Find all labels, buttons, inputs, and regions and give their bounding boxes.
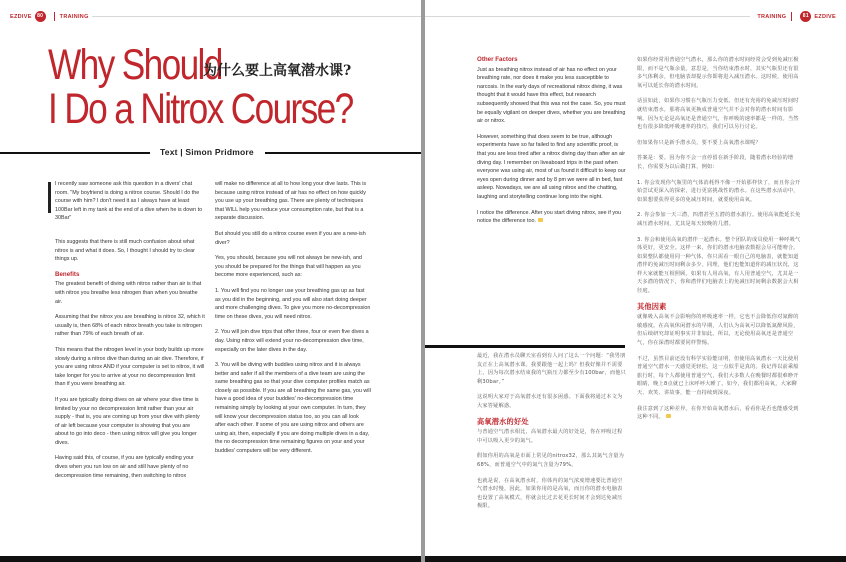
paragraph: 话虽如此，如果你习惯在气瓶压力变低、但还有充裕的免减压时间时就结束潜水，那将高氧更换成普通空气并不会对你的潜水时间有影响。因为无论是高氧还是普通空气，你呼吸的速率都是一样的。当然也有很多降低呼吸速率的技巧，我们可以另行讨论。 (637, 98, 799, 131)
left-header (10, 11, 89, 22)
paragraph: If you are typically doing dives on air where your dive time is limited by your no decompression limit rather than your air supply - that is, you are coming up from your dive with plenty of air left because your computer is showing that you are about to go into deco - then using nitrox will give you longer dives. (55, 396, 200, 446)
paragraph: But should you still do a nitrox course even if you are a new-ish diver? (215, 230, 366, 246)
right-bottom-bar (425, 556, 846, 562)
paragraph: 这说明大家对于高氧潜水还有很多困惑。下面我将通过本文为大家答疑解惑。 (477, 394, 623, 409)
paragraph: Having said this, of course, if you are typically ending your dives when you run low on air and still have plenty of no decompression time remaining, then switching to nitrox (55, 455, 194, 479)
section-heading-benefits: Benefits (55, 270, 80, 278)
left-bottom-bar (0, 556, 421, 562)
page-number-badge: 81 (800, 11, 811, 22)
brand-label: EZDIVE (10, 13, 32, 20)
paragraph: 答案是：要。因为你不会一直停留在新手阶段，随着潜水经验的增长，你需要为以后做打算，例如： (637, 155, 794, 170)
right-column-2-chinese (637, 56, 803, 429)
byline-text: Text | Simon Pridmore (160, 147, 254, 157)
list-item: 3. 你会和使用高氧的潜伴一起潜水。整个团队的成员使用一种呼吸气体更好，更安全。这样一来，你们的潜水电脑表数据会尽可能吻合。如果整队都使用同一种气体，你只需看一眼自己的电脑表，就能知道潜伴的免减压时间剩余多少。同理，他们也能知道你的减压状况，这样大家就能互相照顾。如果有人用高氧，有人用普通空气，尤其是一天多潜的情况下，你和潜伴们电脑表上的免减压时间剩余数据会大相径庭。 (637, 236, 801, 295)
paragraph-text: 我注意到了这种差异。在你开始高氧潜水后，看看你是否也能感受到这种不同。 (637, 405, 799, 421)
paragraph: 不过，虽然目前还没有科学实验能证明，但使用高氧潜水一天比使用普通空气潜水一天感觉更轻松，这一点似乎是真的。我记得以前乘船旅行时，每个人都使用普通空气，我们大多数人在晚餐时都很难睁开眼睛，晚上8点就已上床呼呼大睡了。如今，我们都用高氧，大家聊天、欢笑、讲故事，能一直持续到深夜。 (637, 355, 799, 396)
section-heading-other-factors-cn: 其他因素 (637, 301, 667, 311)
paragraph: 最近，我在潜水员聊天室看到有人问了这么一个问题：“我男朋友正在上高氧潜水课。我要跟他一起上吗？但我好像并不需要上，因为每次潜水结束我的气瓶压力都至少有100bar，而他只剩30bar。” (477, 353, 627, 385)
title-line-2: I Do a Nitrox Course? (48, 85, 353, 133)
left-column-1 (55, 238, 205, 487)
list-item: 2. You will join dive trips that offer three, four or even five dives a day. Using nitrox will extend your no-decompression dive time, especially on the later dives in the day. (215, 329, 369, 353)
page-number-badge: 80 (35, 11, 46, 22)
quote-bar (48, 182, 51, 213)
right-header (757, 11, 836, 22)
paragraph: This means that the nitrogen level in your body builds up more slowly during a nitrox dive than during an air dive. Therefore, if you are using nitrox AND if your computer is set to nitrox, it will take longer for you to arrive at your no decompression limit than if you were breathing air. (55, 346, 205, 388)
section-heading-other-factors: Other Factors (477, 56, 518, 63)
paragraph-text: I notice the difference. After you start diving nitrox, see if you notice the difference too. (477, 209, 622, 225)
byline-rule-left (0, 152, 150, 154)
brand-label: EZDIVE (814, 13, 836, 20)
section-label: TRAINING (757, 13, 787, 20)
list-item: 3. You will be diving with buddies using nitrox and it is always better and safer if all the members of a dive team are using the same breathing gas so that your dive computer profiles match as closely as possible. If you are all breathing the same gas, you will have a good idea of your buddies' no-decompression time remaining simply by looking at your own computer. In turn, they will know your decompression status too, so you can all look after each other. If some of you are using nitrox and others are using air, then, especially if you are doing multiple dives in a day, the no decompression time remaining figures on your and your buddies' computers will be very different. (215, 362, 371, 455)
paragraph: However, something that does seem to be true, although experiments have so far failed to find any scientific proof, is that you are less tired after a nitrox diving day than after an air diving day. I remember on liveaboard trips in the past when everyone was using air, most of us found it difficult to keep our eyes open during dinner and by 8 pm we were all in bed, fast asleep. Nowadays, we are all using nitrox and the chatting, laughing and storytelling continue long into the night. (477, 133, 626, 200)
byline-row (0, 148, 421, 158)
paragraph: 与普通空气潜水相比，高氧潜水最大的好处是，你在呼吸过程中可以吸入更少的氮气。 (477, 429, 623, 444)
section-label: TRAINING (59, 13, 89, 20)
list-item: 2. 你会参加一天三潜，四潜甚至五潜的潜水旅行。使用高氧能延长免减压潜水时间，尤其是每天较晚的几潜。 (637, 212, 801, 227)
paragraph (477, 209, 627, 226)
header-divider (54, 12, 55, 21)
paragraph: 但如果你只是新手潜水员，要不要上高氧潜水课呢？ (637, 139, 761, 146)
right-page (425, 0, 846, 562)
highlight-mark-icon (538, 218, 543, 222)
left-page (0, 0, 421, 562)
header-rule (92, 16, 421, 17)
right-column-1 (477, 56, 627, 233)
header-rule (425, 16, 750, 17)
title-line-1: Why Should (48, 41, 222, 89)
column-separator-bar (425, 345, 625, 348)
section-heading-benefits-cn: 高氧潜水的好处 (477, 416, 529, 426)
header-divider (791, 12, 792, 21)
left-column-2 (215, 180, 371, 463)
paragraph (637, 405, 803, 422)
paragraph: 假如你用的高氧是市面上常见的nitrox32，那么其氮气含量为68%，而普通空气中的氮气含量为79%。 (477, 453, 624, 468)
paragraph: 如果你经常用普通空气潜水，那么你的潜水时间经常会受到免减压极限，而不是气瓶余量。意思是，当你结束潜水时，其实气瓶里还有很多气体剩余，但电脑表却提示你即将进入减压潜水。这时候，使用高氧可以延长你的潜水时间。 (637, 57, 799, 89)
highlight-mark-icon (666, 414, 671, 418)
list-item: 1. 你会发现你气瓶里的气体消耗得不像一开始那样快了，而且你会开始尝试更深入的探索，进行更富挑战性的潜水。在这些潜水活动中，如果想要获得更多的免减压时间，就要使用高氧。 (637, 179, 801, 203)
paragraph: will make no difference at all to how long your dive lasts. This is because using nitrox instead of air has no effect on how quickly you use up your breathing gas. There are plenty of techniques that WILL help you reduce your consumption rate, but that is a separate discussion. (215, 181, 367, 222)
paragraph: This suggests that there is still much confusion about what nitrox is and what it does. So, I thought I should try to clear things up. (55, 239, 195, 263)
paragraph: Just as breathing nitrox instead of air has no effect on your breathing rate, nor does it make you less susceptible to narcosis. In the early days of recreational nitrox diving, it was thought that it would have this effect, but research subsequently showed that this was not the case. So, you must be equally vigilant on deeper dives, whether you are breathing air or nitrox. (477, 66, 626, 125)
paragraph: The greatest benefit of diving with nitrox rather than air is that with nitrox you breathe less nitrogen than when you breathe air. (55, 281, 202, 305)
right-column-1-chinese (477, 352, 627, 518)
chinese-title: 为什么要上高氧潜水课? (203, 63, 352, 79)
paragraph: 就像吸入高氧不会影响你的呼吸速率一样，它也不会降低你对氮醉的敏感度。在高氧休闲潜水的早期，人们认为高氧可以降低氮醉风险，但后续研究却证明事实并非如此。所以，无论使用高氧还是普通空气，你在深潜时都要同样警惕。 (637, 314, 799, 347)
paragraph: Assuming that the nitrox you are breathing is nitrox 32, which it usually is, then 68% of each nitrox breath you take is nitrogen rather than 79% of each breath of air. (55, 314, 205, 338)
paragraph: Yes, you should, because you will not always be new-ish, and you should be prepared for the things that will happen as you become more experienced, such as: (215, 255, 362, 279)
byline-rule-right (265, 152, 421, 154)
intro-paragraph: I recently saw someone ask this question in a divers' chat room. "My boyfriend is doing a nitrox course. Should I do the course with him? I don't need it as I always have at least 100Bar left in my tank at the end of a dive when he is down to 30Bar" (55, 181, 203, 222)
paragraph: 也就是说，在高氧潜水时，你体内的氮气浓度增速要比普通空气潜水时慢。因此，如果你用的是高氧，而且你的潜水电脑表也设置了高氧模式，你就会比过去花更长时间才会到达免减压极限。 (477, 477, 623, 510)
list-item: 1. You will find you no longer use your breathing gas up as fast as you did in the beginning, and you will also start doing deeper and more challenging dives. To give you more no-decompression time on these dives, you will need nitrox. (215, 287, 371, 320)
